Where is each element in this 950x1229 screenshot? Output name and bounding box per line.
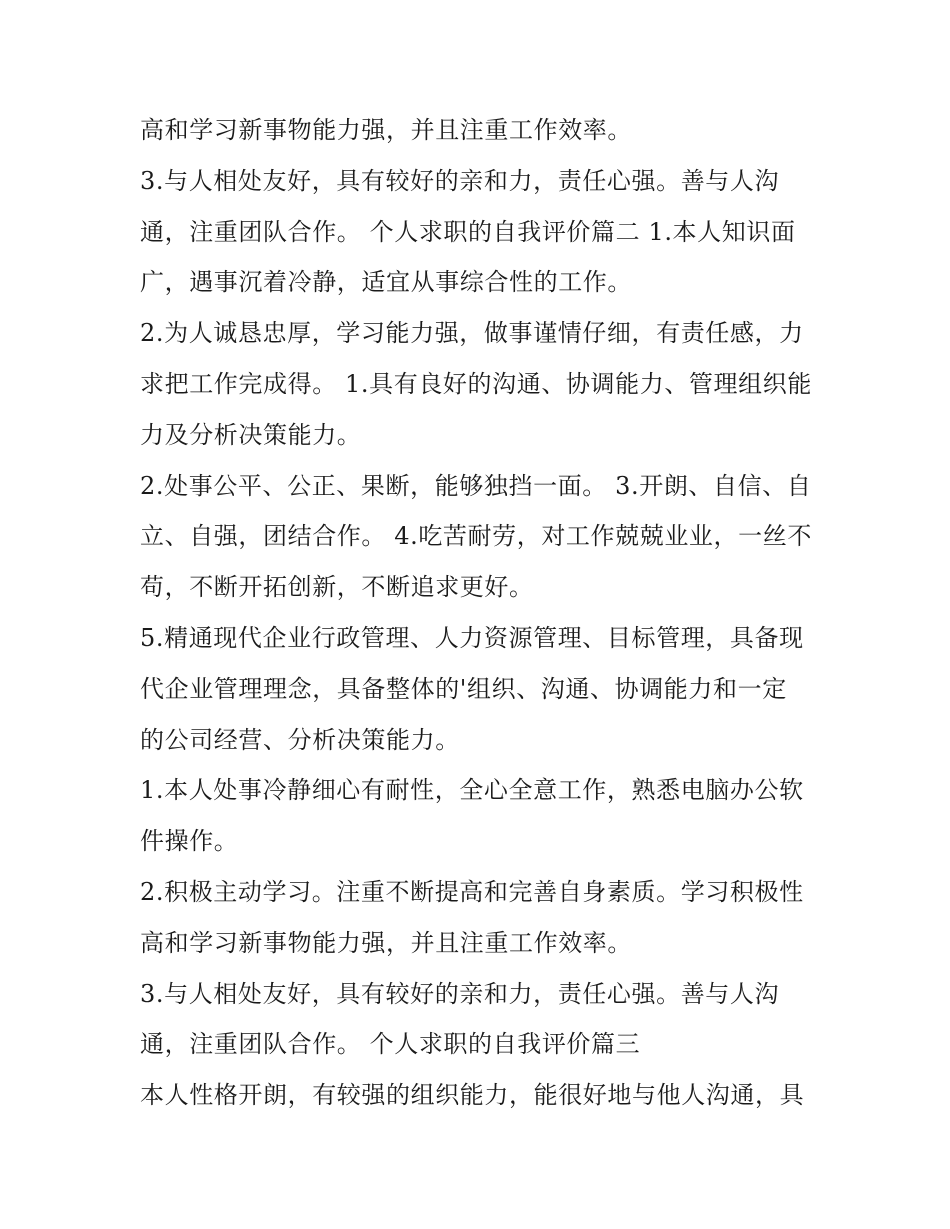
text-line-2: 3.与人相处友好，具有较好的亲和力，责任心强。善与人沟 [140, 166, 780, 195]
text-line-6: 求把工作完成得。 1.具有良好的沟通、协调能力、管理组织能 [140, 369, 812, 398]
text-line-7: 力及分析决策能力。 [140, 420, 362, 449]
text-line-17: 高和学习新事物能力强，并且注重工作效率。 [140, 928, 632, 957]
text-line-12: 代企业管理理念，具备整体的'组织、沟通、协调能力和一定 [140, 674, 787, 703]
text-line-15: 件操作。 [140, 827, 239, 856]
text-line-9: 立、自强，团结合作。 4.吃苦耐劳，对工作兢兢业业，一丝不 [140, 522, 812, 551]
text-line-3: 通，注重团队合作。 个人求职的自我评价篇二 1.本人知识面 [140, 217, 796, 246]
document-body [140, 105, 820, 1121]
text-line-13: 的公司经营、分析决策能力。 [140, 725, 460, 754]
text-line-5: 2.为人诚恳忠厚，学习能力强，做事谨情仔细，有责任感，力 [140, 319, 804, 348]
text-line-20: 本人性格开朗，有较强的组织能力，能很好地与他人沟通，具 [140, 1081, 805, 1110]
text-line-1: 高和学习新事物能力强，并且注重工作效率。 [140, 116, 632, 144]
text-line-4: 广，遇事沉着冷静，适宜从事综合性的工作。 [140, 268, 632, 297]
text-line-10: 苟，不断开拓创新，不断追求更好。 [140, 573, 534, 602]
text-line-18: 3.与人相处友好，具有较好的亲和力，责任心强。善与人沟 [140, 979, 780, 1008]
text-line-11: 5.精通现代企业行政管理、人力资源管理、目标管理，具备现 [140, 623, 804, 652]
text-line-8: 2.处事公平、公正、果断，能够独挡一面。 3.开朗、自信、自 [140, 471, 812, 500]
text-line-16: 2.积极主动学习。注重不断提高和完善自身素质。学习积极性 [140, 877, 804, 906]
text-line-14: 1.本人处事冷静细心有耐性，全心全意工作，熟悉电脑办公软 [140, 776, 804, 805]
text-line-19: 通，注重团队合作。 个人求职的自我评价篇三 [140, 1030, 641, 1059]
